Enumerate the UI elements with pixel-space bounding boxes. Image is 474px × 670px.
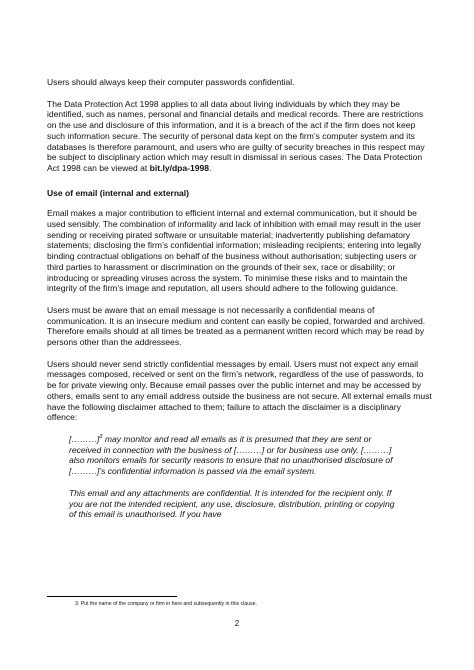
document-body <box>47 77 432 520</box>
dpa-end: . <box>209 162 212 173</box>
footnote: 3. Put the name of the company or firm in here and subsequently in this clause. <box>75 601 257 607</box>
paragraph-email-confidentiality: Users must be aware that an email message is not necessarily a confidential means of communication. It is an insecure medium and content can easily be copied, forwarded and archived. Therefore emails should at all times be treated as a permanent written record which may be read by persons other than the addressees. <box>47 304 426 348</box>
paragraph-email-disclaimer-rule: Users should never send strictly confidential messages by email. Users must not expect any email messages composed, received or sent on the firm’s network, regardless of the use of passwords, to be for private viewing only. Because email passes over the public internet and may be accessed by others, emails sent to any email address outside the business are not secure. All external emails must have the following disclaimer attached to them; failure to attach the disclaimer is a disciplinary offence: <box>47 358 432 423</box>
footnote-divider <box>47 596 177 597</box>
footnote-reference: 3 <box>99 434 103 441</box>
dpa-text: The Data Protection Act 1998 applies to all data about living individuals by which they may be identified, such as names, personal and financial details and medical records. There are restrictions on the use and disclosure of this information, and it is a breach of the act if the firm does not keep such information secure. The security of personal data kept on the firm’s computer system and its databases is therefore paramount, and users who are guilty of security breaches in this respect may be subject to disciplinary action which may result in dismissal in serious cases. The Data Protection Act 1998 can be viewed at <box>47 98 425 173</box>
disclaimer-monitoring <box>69 434 399 477</box>
page-number: 2 <box>234 619 240 628</box>
disclaimer-confidential: This email and any attachments are confidential. It is intended for the recipient only. If you are not the intended recipient, any use, disclosure, distribution, printing or copying of this email is unauthorised. If you have <box>69 487 395 520</box>
paragraph-passwords: Users should always keep their computer passwords confidential. <box>47 77 295 87</box>
disclaimer-monitoring-text: may monitor and read all emails as it is presumed that they are sent or received in connection with the business of [………] or for business use only. [………] also monitors emails for security reasons to ensure that no unauthorised disclosure of [………]’s confidential information is passed via the email system. <box>69 433 393 477</box>
paragraph-data-protection <box>47 99 432 174</box>
dpa-link[interactable]: bit.ly/dpa-1998 <box>149 162 210 173</box>
disclaimer-placeholder: [………] <box>69 433 100 444</box>
paragraph-email-contribution: Email makes a major contribution to efficient internal and external communication, but it should be used sensibly. The combination of informality and lack of inhibition with email may result in the user sending or receiving pirated software or unsuitable material; inadvertently publishing defamatory statements; disclosing the firm’s confidential information; misleading recipients; entering into legally binding contractual obligations on behalf of the business without authorisation; subjecting users or third parties to harassment or discrimination on the grounds of their sex, race or disability; or introducing or spreading viruses across the system. To minimise these risks and to maintain the integrity of the firm’s image and reputation, all users should adhere to the following guidance. <box>47 208 422 294</box>
section-heading-email: Use of email (internal and external) <box>47 187 190 198</box>
